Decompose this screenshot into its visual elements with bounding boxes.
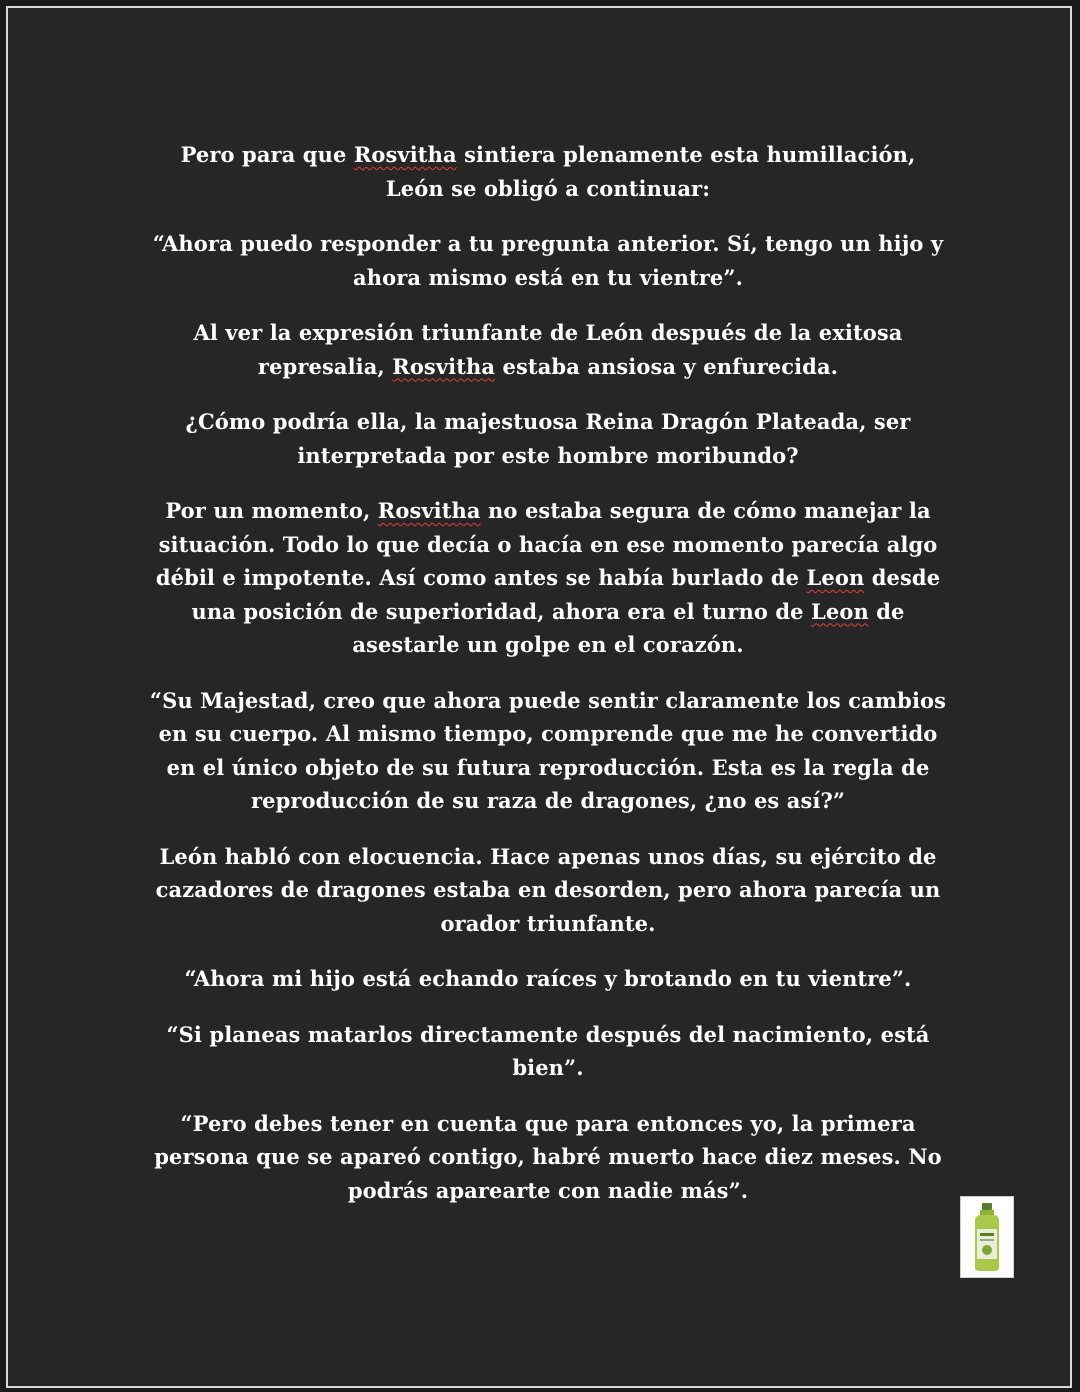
text-segment: ¿Cómo podría ella, la majestuosa Reina Dragón Plateada, ser interpretada por este hombre moribundo? <box>185 409 911 468</box>
text-segment: de asestarle un golpe en el corazón. <box>352 598 905 657</box>
spellcheck-flagged-word: Leon <box>811 598 869 624</box>
paragraph <box>148 684 948 818</box>
bottle-icon <box>961 1197 1013 1277</box>
document-page <box>6 6 1072 1388</box>
paragraph <box>148 494 948 662</box>
text-segment: “Ahora puedo responder a tu pregunta anterior. Sí, tengo un hijo y ahora mismo está en tu vientre”. <box>152 231 944 290</box>
paragraph <box>148 840 948 941</box>
text-segment: Por un momento, <box>165 498 378 523</box>
text-segment: desde una posición de superioridad, ahora era el turno de <box>191 565 941 624</box>
text-segment: “Ahora mi hijo está echando raíces y brotando en tu vientre”. <box>184 966 912 991</box>
paragraph <box>148 1107 948 1208</box>
spellcheck-flagged-word: Rosvitha <box>377 498 481 523</box>
spellcheck-flagged-word: Leon <box>806 565 865 590</box>
paragraph <box>148 1018 948 1085</box>
text-segment: no estaba segura de cómo manejar la situación. Todo lo que decía o hacía en ese momento parecía algo débil e impotente. Así como antes se había burlado de <box>155 498 938 590</box>
text-segment: Al ver la expresión triunfante de León después de la exitosa represalia, <box>193 320 903 379</box>
spellcheck-flagged-word: Rosvitha <box>392 353 496 379</box>
paragraph <box>148 227 948 294</box>
text-segment: “Si planeas matarlos directamente después del nacimiento, está bien”. <box>166 1021 930 1080</box>
text-segment: estaba ansiosa y enfurecida. <box>495 353 839 379</box>
paragraph <box>148 316 948 383</box>
ad-thumbnail[interactable] <box>960 1196 1014 1278</box>
text-segment: “Su Majestad, creo que ahora puede sentir claramente los cambios en su cuerpo. Al mismo tiempo, comprende que me he convertido en el único objeto de su futura reproducción. Esta es la regla de reproducción de su raza de dragones, ¿no es así?” <box>149 687 947 813</box>
paragraph <box>148 962 948 996</box>
paragraph <box>148 138 948 205</box>
text-segment: Pero para que <box>180 142 354 167</box>
spellcheck-flagged-word: Rosvitha <box>353 142 457 167</box>
paragraph <box>148 405 948 472</box>
text-segment: “Pero debes tener en cuenta que para entonces yo, la primera persona que se apareó contigo, habré muerto hace diez meses. No podrás aparearte con nadie más”. <box>154 1110 942 1203</box>
text-segment: León habló con elocuencia. Hace apenas unos días, su ejército de cazadores de dragones estaba en desorden, pero ahora parecía un orador triunfante. <box>155 843 941 936</box>
text-segment: sintiera plenamente esta humillación, León se obligó a continuar: <box>385 142 916 201</box>
document-text <box>148 138 948 1229</box>
